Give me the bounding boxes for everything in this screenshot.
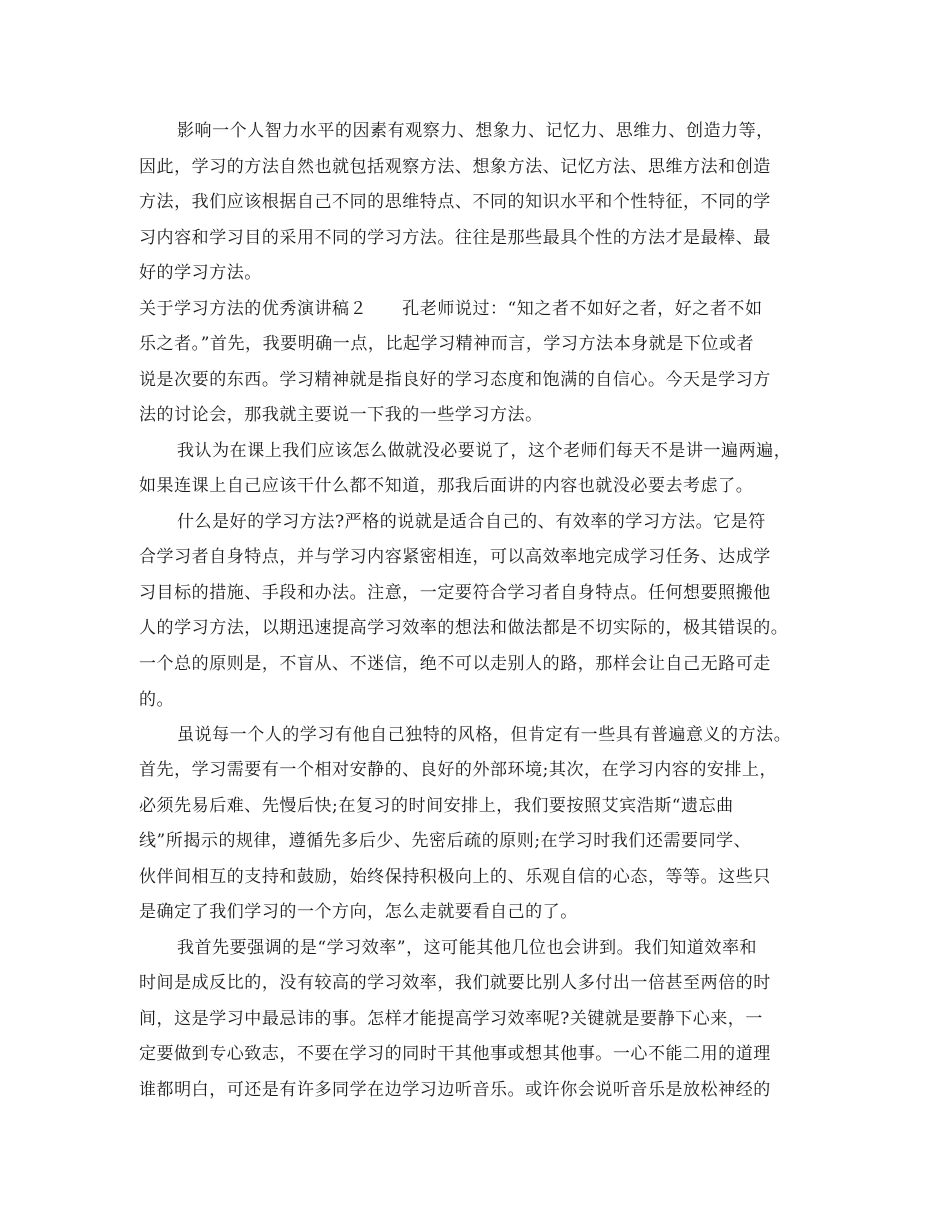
text-line: 人的学习方法，以期迅速提高学习效率的想法和做法都是不切实际的，极其错误的。 bbox=[139, 618, 789, 638]
section-heading-line: 关于学习方法的优秀演讲稿２ 孔老师说过：“知之者不如好之者，好之者不如 bbox=[139, 299, 763, 319]
text-line: 好的学习方法。 bbox=[139, 263, 262, 283]
text-line: 是确定了我们学习的一个方向，怎么走就要看自己的了。 bbox=[139, 902, 578, 922]
text-line: 方法，我们应该根据自己不同的思维特点、不同的知识水平和个性特征，不同的学 bbox=[139, 192, 771, 212]
text-line: 影响一个人智力水平的因素有观察力、想象力、记忆力、思维力、创造力等， bbox=[177, 121, 774, 141]
text-line: 谁都明白，可还是有许多同学在边学习边听音乐。或许你会说听音乐是放松神经的 bbox=[139, 1080, 771, 1100]
text-line: 合学习者自身特点，并与学习内容紧密相连，可以高效率地完成学习任务、达成学 bbox=[139, 547, 771, 567]
text-line: 说是次要的东西。学习精神就是指良好的学习态度和饱满的自信心。今天是学习方 bbox=[139, 370, 771, 390]
text-line: 习内容和学习目的采用不同的学习方法。往往是那些最具个性的方法才是最棒、最 bbox=[139, 228, 771, 248]
text-line: 一个总的原则是，不盲从、不迷信，绝不可以走别人的路，那样会让自己无路可走 bbox=[139, 654, 771, 674]
text-line: 的。 bbox=[139, 690, 175, 710]
text-line: 定要做到专心致志，不要在学习的同时干其他事或想其他事。一心不能二用的道理 bbox=[139, 1044, 771, 1064]
text-line: 习目标的措施、手段和办法。注意，一定要符合学习者自身特点。任何想要照搬他 bbox=[139, 583, 771, 603]
text-line: 间，这是学习中最忌讳的事。怎样才能提高学习效率呢?关键就是要静下心来，一 bbox=[139, 1009, 763, 1029]
text-line: 线”所揭示的规律，遵循先多后少、先密后疏的原则;在学习时我们还需要同学、 bbox=[139, 831, 752, 851]
text-line: 法的讨论会，那我就主要说一下我的一些学习方法。 bbox=[139, 405, 543, 425]
text-line: 乐之者。”首先，我要明确一点，比起学习精神而言，学习方法本身就是下位或者 bbox=[139, 334, 754, 354]
text-line: 如果连课上自己应该干什么都不知道，那我后面讲的内容也就没必要去考虑了。 bbox=[139, 476, 754, 496]
text-line: 我认为在课上我们应该怎么做就没必要说了，这个老师们每天不是讲一遍两遍， bbox=[177, 441, 792, 461]
text-line: 时间是成反比的，没有较高的学习效率，我们就要比别人多付出一倍甚至两倍的时 bbox=[139, 973, 771, 993]
text-line: 必须先易后难、先慢后快;在复习的时间安排上，我们要按照艾宾浩斯“遗忘曲 bbox=[139, 796, 734, 816]
text-line: 我首先要强调的是“学习效率”，这可能其他几位也会讲到。我们知道效率和 bbox=[177, 938, 758, 958]
text-line: 虽说每一个人的学习有他自己独特的风格，但肯定有一些具有普遍意义的方法。 bbox=[177, 725, 792, 745]
text-line: 因此，学习的方法自然也就包括观察方法、想象方法、记忆方法、思维方法和创造 bbox=[139, 157, 771, 177]
text-line: 伙伴间相互的支持和鼓励，始终保持积极向上的、乐观自信的心态，等等。这些只 bbox=[139, 867, 771, 887]
text-line: 首先，学习需要有一个相对安静的、良好的外部环境;其次，在学习内容的安排上， bbox=[139, 760, 778, 780]
text-line: 什么是好的学习方法?严格的说就是适合自己的、有效率的学习方法。它是符 bbox=[177, 512, 766, 532]
